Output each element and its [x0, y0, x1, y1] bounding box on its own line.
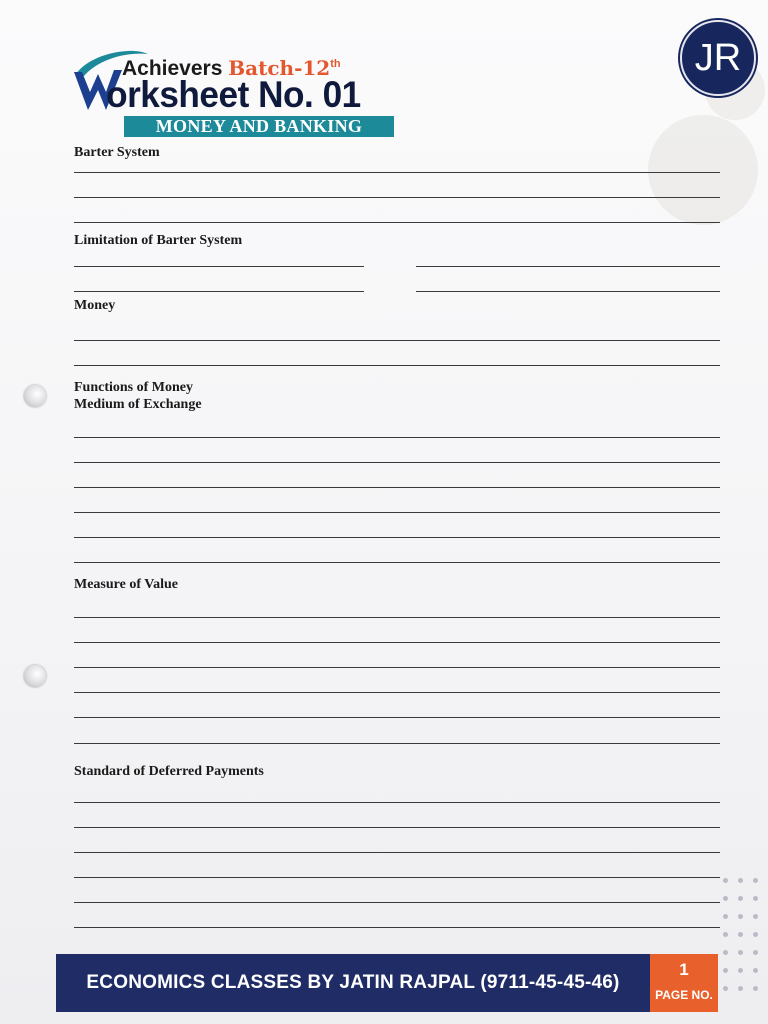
answer-line-right [416, 266, 720, 267]
answer-line [74, 827, 720, 828]
decorative-dot [738, 914, 743, 919]
heading-limitation-barter: Limitation of Barter System [74, 233, 243, 248]
background-watermark [648, 115, 758, 225]
answer-line [74, 877, 720, 878]
decorative-dot [753, 950, 758, 955]
answer-line-left [74, 266, 364, 267]
decorative-dot [723, 914, 728, 919]
page-number-label: PAGE NO. [655, 988, 713, 1002]
answer-line [74, 172, 720, 173]
decorative-dot [753, 968, 758, 973]
answer-line [74, 462, 720, 463]
decorative-dot [738, 986, 743, 991]
decorative-dot [753, 878, 758, 883]
heading-functions-of-money: Functions of Money [74, 380, 193, 395]
decorative-dot [723, 932, 728, 937]
answer-line [74, 197, 720, 198]
heading-medium-of-exchange: Medium of Exchange [74, 397, 202, 412]
page-number-box [650, 954, 718, 1012]
answer-line [74, 512, 720, 513]
page-number: 1 [679, 960, 689, 979]
heading-money: Money [74, 298, 116, 313]
answer-line-right [416, 291, 720, 292]
decorative-dot [723, 878, 728, 883]
heading-barter-system: Barter System [74, 145, 160, 160]
heading-measure-of-value: Measure of Value [74, 577, 178, 592]
answer-line [74, 852, 720, 853]
decorative-dot [738, 932, 743, 937]
footer-text: ECONOMICS CLASSES BY JATIN RAJPAL (9711-45-45-46) [86, 972, 620, 993]
answer-line [74, 927, 720, 928]
punch-hole [24, 665, 46, 687]
answer-line [74, 692, 720, 693]
decorative-dot [753, 986, 758, 991]
decorative-dot [738, 968, 743, 973]
heading-standard-deferred-payments: Standard of Deferred Payments [74, 764, 264, 779]
answer-line [74, 717, 720, 718]
decorative-dot [738, 878, 743, 883]
badge-text: JR [694, 36, 742, 79]
topic-banner: MONEY AND BANKING [124, 116, 394, 137]
decorative-dot [753, 932, 758, 937]
answer-line [74, 537, 720, 538]
answer-line [74, 437, 720, 438]
answer-line [74, 642, 720, 643]
batch-superscript: th [330, 58, 341, 70]
decorative-dot [738, 950, 743, 955]
worksheet-title-initial [74, 74, 106, 115]
answer-line [74, 667, 720, 668]
answer-line [74, 222, 720, 223]
answer-line [74, 562, 720, 563]
worksheet-title-text: orksheet No. 01 [106, 74, 361, 115]
jr-logo-badge [680, 20, 756, 96]
answer-line [74, 365, 720, 366]
footer-banner [56, 954, 650, 1012]
worksheet-title [74, 74, 361, 116]
answer-line [74, 902, 720, 903]
answer-line [74, 487, 720, 488]
decorative-dot [753, 914, 758, 919]
answer-line [74, 802, 720, 803]
answer-line [74, 617, 720, 618]
answer-line [74, 743, 720, 744]
decorative-dot [753, 896, 758, 901]
decorative-dot [723, 896, 728, 901]
decorative-dot [738, 896, 743, 901]
batch-prefix: Achievers [122, 57, 223, 80]
decorative-dot [723, 968, 728, 973]
answer-line-left [74, 291, 364, 292]
answer-line [74, 340, 720, 341]
decorative-dot [723, 986, 728, 991]
batch-label: Batch-12 [228, 56, 331, 80]
decorative-dot [723, 950, 728, 955]
punch-hole [24, 385, 46, 407]
